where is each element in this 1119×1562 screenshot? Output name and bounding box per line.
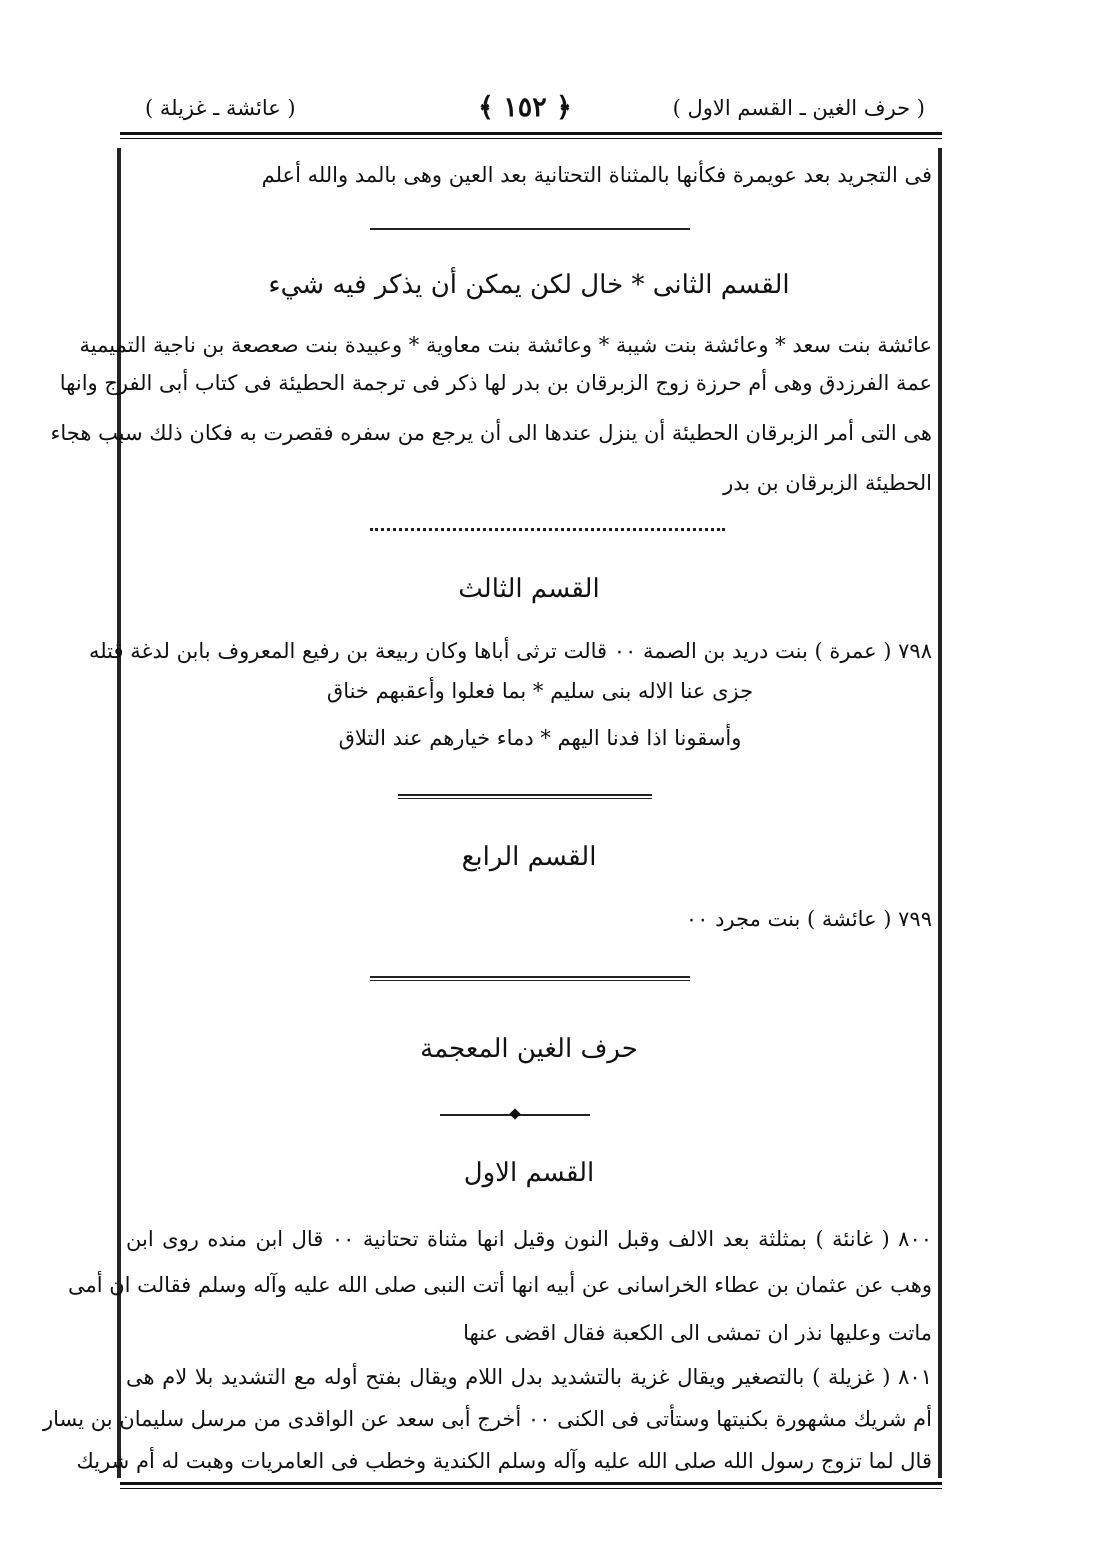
text-line: ٧٩٨ ( عمرة ) بنت دريد بن الصمة ٠٠ قالت ترثى أباها وكان ربيعة بن رفيع المعروف بابن لدغة قتله [88, 639, 932, 663]
header-chapter-label: ( حرف الغين ـ القسم الاول ) [672, 96, 925, 120]
text-line: عمة الفرزدق وهى أم حرزة زوج الزبرقان بن بدر لها ذكر فى ترجمة الحطيئة فى كتاب أبى الفرج وانها [59, 371, 932, 395]
text-line: قال لما تزوج رسول الله صلى الله عليه وآله وسلم الكندية وخطب فى العامريات وهبت له أم شريك [76, 1449, 932, 1473]
verse-line: جزى عنا الاله بنى سليم * بما فعلوا وأعقبهم خناق [326, 679, 754, 703]
header-rule [120, 132, 942, 135]
section-title [126, 842, 932, 872]
section-title [126, 574, 932, 604]
section-separator [370, 228, 690, 230]
section-separator [398, 794, 652, 799]
section-title-text: القسم الثالث [458, 574, 600, 604]
text-line: هى التى أمر الزبرقان الحطيئة أن ينزل عندها الى أن يرجع من سفره فقصرت به فكان ذلك سبب هجاء [50, 421, 932, 445]
section-title-text: القسم الرابع [461, 842, 597, 872]
text-line: وهب عن عثمان بن عطاء الخراسانى عن أبيه انها أتت النبى صلى الله عليه وآله وسلم فقالت ان أمى [67, 1273, 932, 1297]
text-line: الحطيئة الزبرقان بن بدر [723, 471, 932, 495]
section-title-text: القسم الاول [463, 1158, 595, 1188]
chapter-title-text: حرف الغين المعجمة [420, 1034, 638, 1064]
chapter-title [126, 1034, 932, 1064]
section-title [126, 270, 932, 300]
section-separator [370, 528, 725, 531]
diamond-ornament-icon [509, 1108, 520, 1119]
page-header [125, 92, 925, 132]
text-line: ماتت وعليها نذر ان تمشى الى الكعبة فقال اقضى عنها [463, 1321, 932, 1345]
text-line: أم شريك مشهورة بكنيتها وستأتى فى الكنى ٠٠ أخرج أبى سعد عن الواقدى من مرسل سليمان بن يسار [42, 1407, 932, 1431]
section-title [126, 1158, 932, 1188]
text-line: فى التجريد بعد عويمرة فكأنها بالمثناة التحتانية بعد العين وهى بالمد والله أعلم [261, 163, 932, 187]
verse-line: وأسقونا اذا فدنا اليهم * دماء خيارهم عند التلاق [338, 726, 742, 750]
header-rule-thin [120, 138, 942, 139]
footer-rule-thin [120, 1488, 942, 1489]
page-number: ﴿ ١٥٢ ﴾ [478, 92, 572, 123]
text-line: عائشة بنت سعد * وعائشة بنت شيبة * وعائشة بنت معاوية * وعبيدة بنت صعصعة بن ناجية التميمية [79, 333, 932, 357]
text-line: ٨٠٠ ( غانئة ) بمثلثة بعد الالف وقبل النون وقيل انها مثناة تحتانية ٠٠ قال ابن منده روى ابن [126, 1227, 933, 1251]
ornamental-separator [370, 976, 690, 981]
section-title-text: القسم الثانى * خال لكن يمكن أن يذكر فيه شيء [268, 270, 790, 300]
frame-right-border [938, 148, 942, 1478]
text-line: ٨٠١ ( غزيلة ) بالتصغير ويقال غزية بالتشديد بدل اللام ويقال بفتح أوله مع التشديد بلا لام هى [126, 1365, 932, 1389]
header-entries-label: ( عائشة ـ غزيلة ) [145, 96, 296, 120]
footer-rule [120, 1482, 942, 1485]
text-line: ٧٩٩ ( عائشة ) بنت مجرد ٠٠ [685, 907, 932, 931]
